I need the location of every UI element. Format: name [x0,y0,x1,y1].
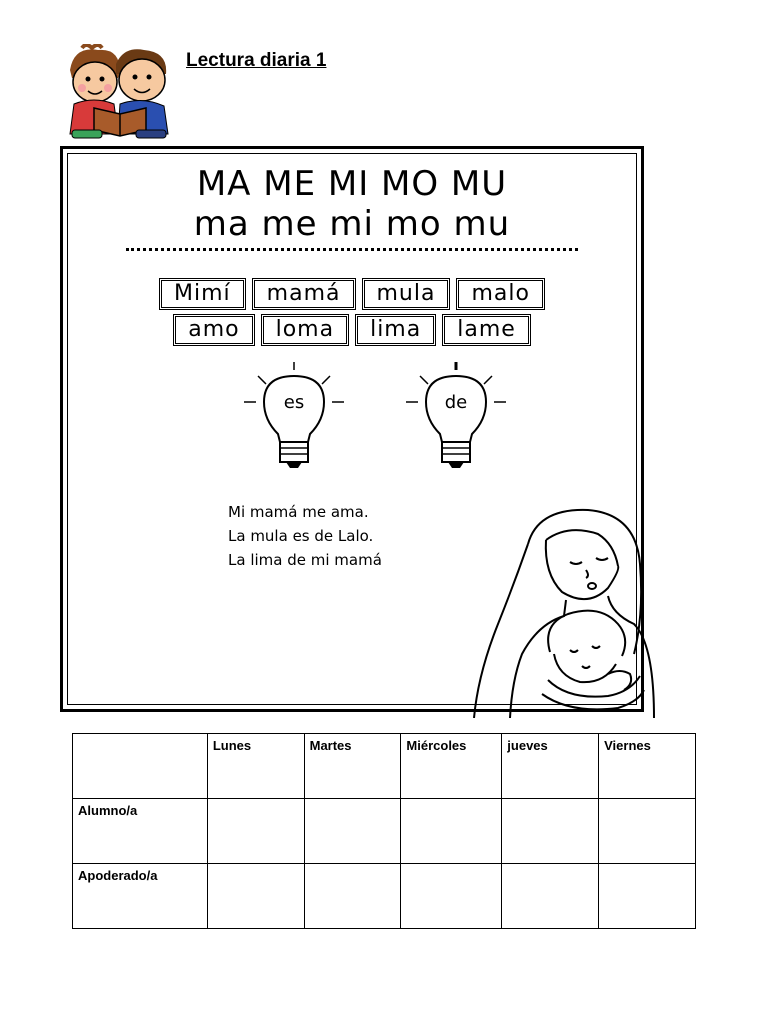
table-header-cell: Lunes [207,734,304,799]
lightbulb-de [406,362,506,470]
table-cell[interactable] [599,799,696,864]
lightbulb-icon [406,362,506,470]
word-row-1 [68,278,636,310]
table-cell[interactable] [401,864,502,929]
table-cell[interactable] [304,799,401,864]
word-box: loma [261,314,349,346]
word-box: lame [442,314,531,346]
table-row-label: Apoderado/a [73,864,208,929]
table-header-cell [73,734,208,799]
table-header-row [73,734,696,799]
table-row-label: Alumno/a [73,799,208,864]
table-cell[interactable] [502,864,599,929]
table-header-cell: jueves [502,734,599,799]
table-cell[interactable] [599,864,696,929]
table-header-cell: Martes [304,734,401,799]
worksheet-inner-border [67,153,637,705]
lightbulb-icon [244,362,344,470]
table-cell[interactable] [401,799,502,864]
word-box: Mimí [159,278,246,310]
table-cell[interactable] [207,799,304,864]
dotted-divider [126,248,578,251]
word-box: mula [362,278,451,310]
connector-word: es [283,392,305,413]
sentence: La mula es de Lalo. [228,527,374,545]
mother-hugging-child-drawing [458,504,658,718]
sentence: La lima de mi mamá [228,551,382,569]
sentence: Mi mamá me ama. [228,503,369,521]
lightbulb-es [244,362,344,470]
table-cell[interactable] [304,864,401,929]
syllables-uppercase: MA ME MI MO MU [196,164,508,204]
table-cell[interactable] [502,799,599,864]
reading-tracking-table [72,733,696,929]
word-box: amo [173,314,254,346]
reading-sentences [228,500,382,572]
word-box: lima [355,314,436,346]
word-box: malo [456,278,544,310]
syllables-lowercase: ma me mi mo mu [193,204,511,244]
table-row [73,799,696,864]
page-title: Lectura diaria 1 [186,50,327,71]
word-box: mamá [252,278,356,310]
word-row-2 [68,314,636,346]
connector-word: de [444,392,468,413]
worksheet-frame [60,146,644,712]
table-header-cell: Miércoles [401,734,502,799]
table-header-cell: Viernes [599,734,696,799]
kids-reading-icon [64,44,172,140]
table-row [73,864,696,929]
table-cell[interactable] [207,864,304,929]
